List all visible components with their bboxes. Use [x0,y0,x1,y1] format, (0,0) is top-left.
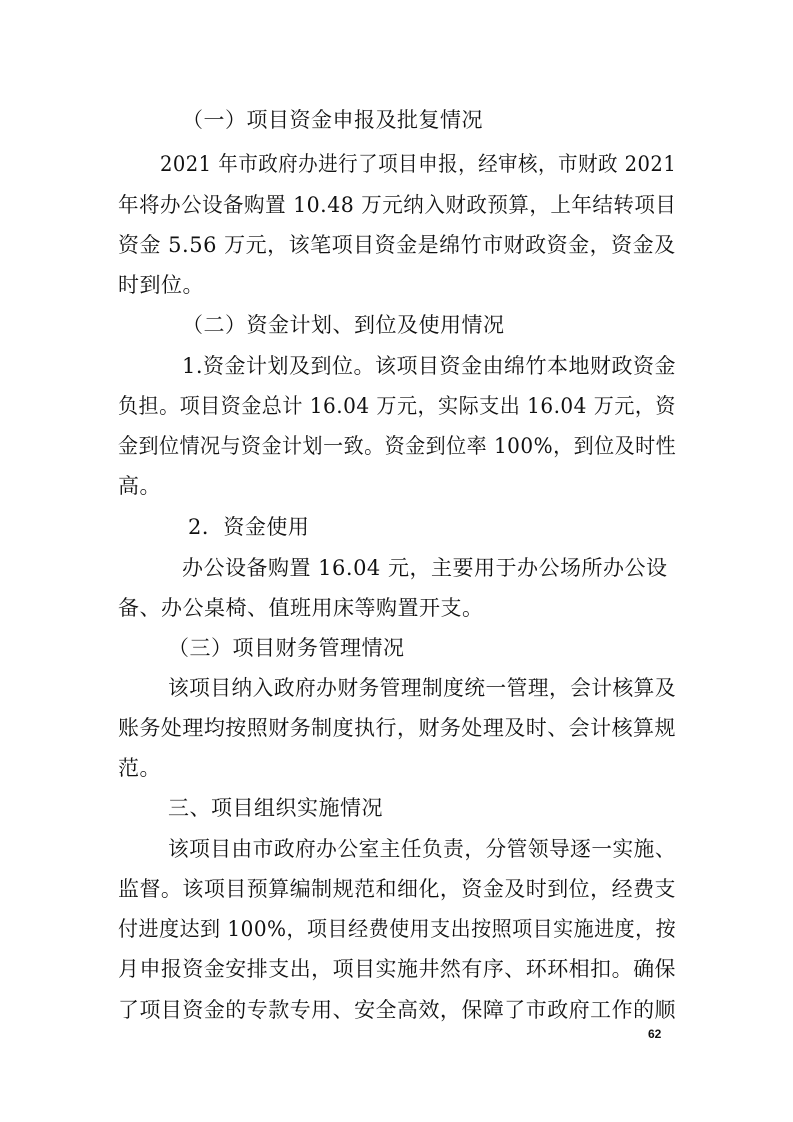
paragraph-line: 办公设备购置 16.04 元，主要用于办公场所办公设 [182,556,668,580]
paragraph-line: 该项目纳入政府办财务管理制度统一管理，会计核算及 [168,676,677,700]
paragraph-line: 监督。该项目预算编制规范和细化，资金及时到位，经费支 [118,877,676,901]
paragraph-line: 资金 5.56 万元，该笔项目资金是绵竹市财政资金，资金及 [118,233,676,257]
heading-project-fund-application: （一）项目资金申报及批复情况 [182,108,483,132]
paragraph-line: 付进度达到 100%，项目经费使用支出按照项目实施进度，按 [118,917,677,941]
paragraph-line: 时到位。 [118,273,204,297]
paragraph-line: 该项目由市政府办公室主任负责，分管领导逐一实施、 [168,837,677,861]
subheading-fund-use: 2．资金使用 [188,515,310,539]
paragraph-line: 了项目资金的专款专用、安全高效，保障了市政府工作的顺 [118,998,676,1022]
paragraph-line: 范。 [118,756,161,780]
paragraph-line: 账务处理均按照财务制度执行，财务处理及时、会计核算规 [118,716,676,740]
paragraph-line: 金到位情况与资金计划一致。资金到位率 100%，到位及时性 [118,434,677,458]
heading-fund-plan-usage: （二）资金计划、到位及使用情况 [182,313,505,337]
paragraph-line: 1.资金计划及到位。该项目资金由绵竹本地财政资金 [182,354,677,378]
paragraph-line: 月申报资金安排支出，项目实施井然有序、环环相扣。确保 [118,957,676,981]
paragraph-line: 年将办公设备购置 10.48 万元纳入财政预算，上年结转项目 [118,193,677,217]
paragraph-line: 2021 年市政府办进行了项目申报，经审核，市财政 2021 [160,152,677,176]
paragraph-line: 高。 [118,474,161,498]
paragraph-line: 负担。项目资金总计 16.04 万元，实际支出 16.04 万元，资 [118,394,676,418]
paragraph-line: 备、办公桌椅、值班用床等购置开支。 [118,596,484,620]
heading-financial-management: （三）项目财务管理情况 [168,636,405,660]
heading-project-implementation: 三、项目组织实施情况 [168,796,383,820]
page-number: 62 [648,1027,662,1041]
